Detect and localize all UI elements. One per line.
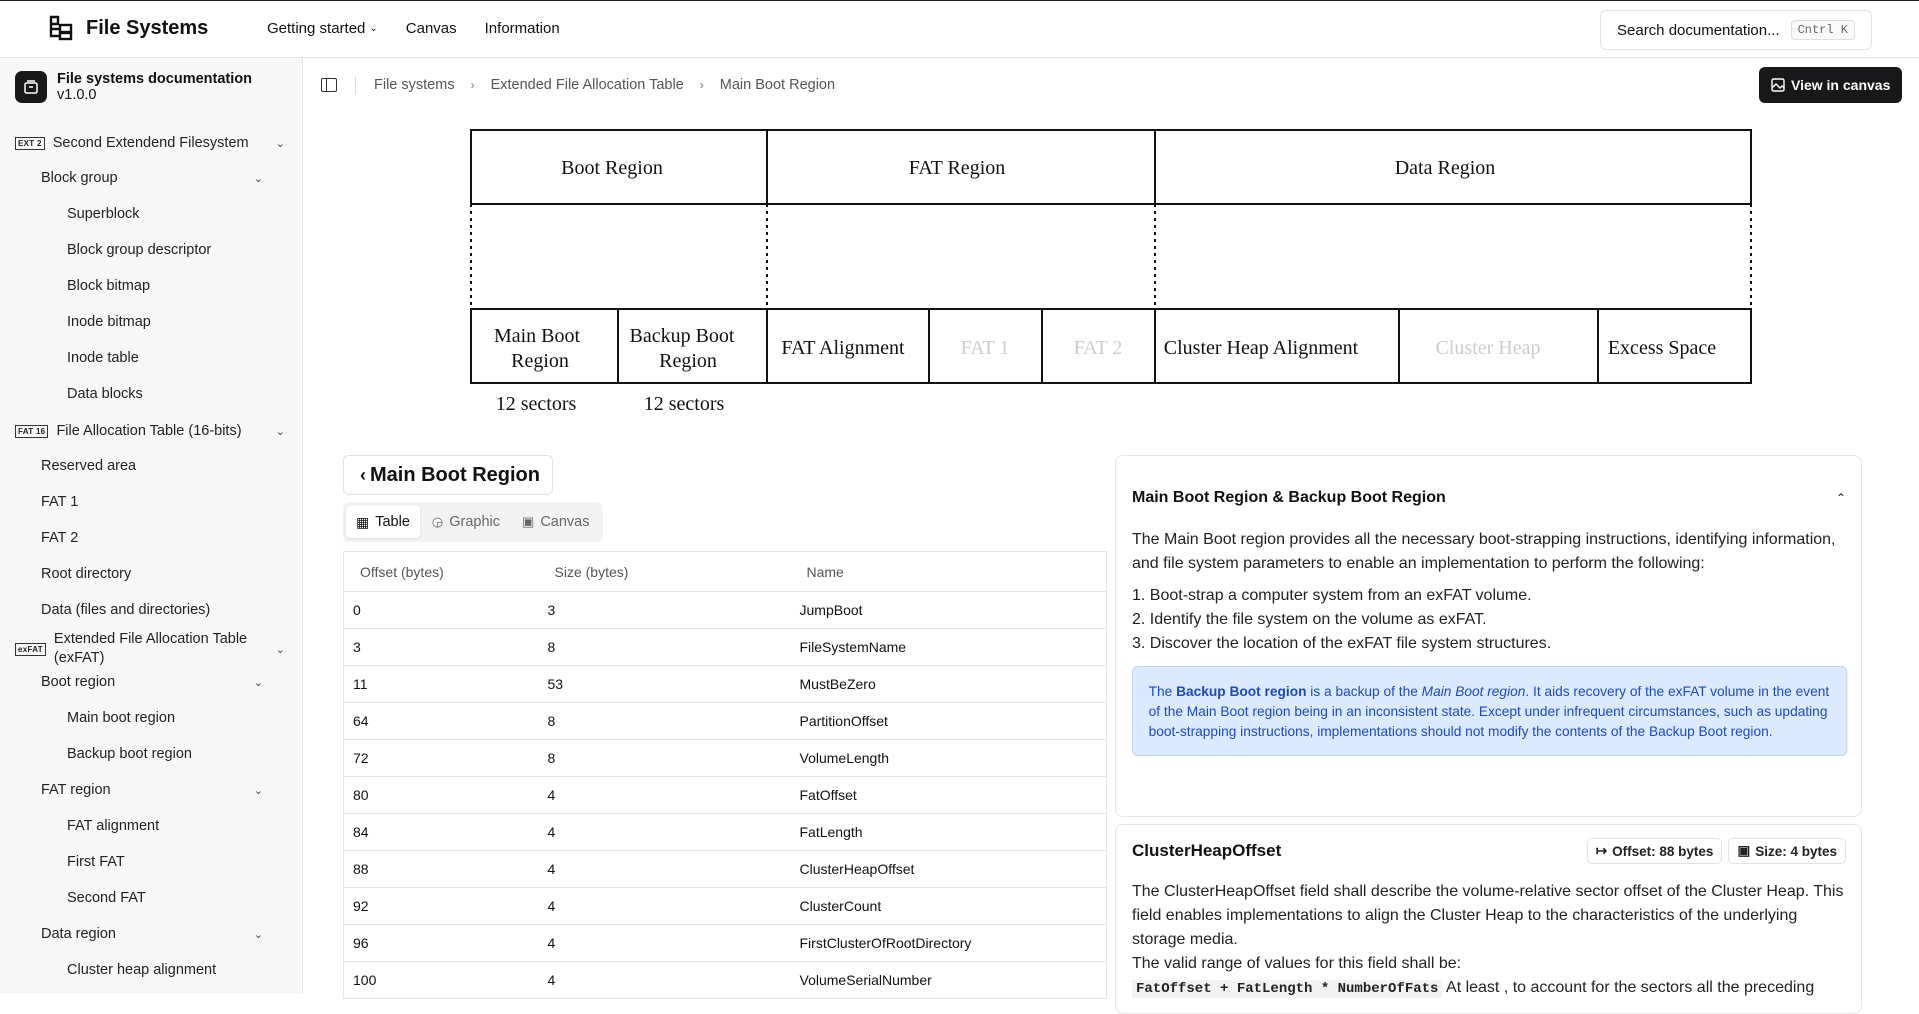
field-range-formula <box>1132 976 1872 1001</box>
search-button[interactable] <box>1600 10 1872 50</box>
arrow-right-icon: ↦ <box>1595 843 1608 858</box>
nav-canvas[interactable]: Canvas <box>405 20 457 37</box>
chevron-down-icon: ⌄ <box>275 425 285 438</box>
view-in-canvas-label: View in canvas <box>1791 77 1891 93</box>
view-tabs <box>343 502 603 542</box>
info-intro: The Main Boot region provides all the necessary boot-strapping instructions, identifying information, and file system parameters to enable an implementation to perform the following: <box>1132 531 1836 572</box>
note-text: . It aids recovery of the exFAT volume in the event of the Main Boot region being in an inconsistent state. Except under infrequent circumstances, such as updating boot-strapping instructions, implementations should not modify the contents of the Backup Boot region. <box>1148 683 1830 739</box>
cell-name: PartitionOffset <box>791 703 1107 740</box>
cell-name: FatOffset <box>791 777 1107 814</box>
cell-size: 8 <box>539 629 791 666</box>
tab-label: Table <box>375 514 410 530</box>
sidebar-group-fat16[interactable] <box>15 423 285 439</box>
section-back-button[interactable] <box>343 455 553 495</box>
cell-size: 4 <box>539 888 791 925</box>
offset-badge <box>1587 838 1723 864</box>
chevron-right-icon: › <box>470 78 475 92</box>
sidebar-item-block-group-descriptor[interactable]: Block group descriptor <box>67 242 212 258</box>
field-range: The valid range of values for this field shall be: <box>1132 955 1462 972</box>
breadcrumb-item[interactable]: File systems <box>374 77 455 93</box>
sidebar-item-second-fat[interactable]: Second FAT <box>67 890 146 906</box>
diagram-main-boot-l2: Region <box>511 350 569 372</box>
info-card-title: Main Boot Region & Backup Boot Region <box>1132 489 1446 506</box>
list-item: 2. Identify the file system on the volume as exFAT. <box>1132 611 1487 628</box>
chevron-left-icon: ‹ <box>360 464 366 485</box>
cell-name: ClusterHeapOffset <box>791 851 1107 888</box>
column-header: Name <box>791 552 1107 592</box>
diagram-cluster-heap: Cluster Heap <box>1435 337 1541 359</box>
sidebar-subgroup-block-group[interactable] <box>41 170 263 186</box>
doc-name: File systems documentation <box>57 71 252 87</box>
top-bar <box>0 0 1919 58</box>
field-description: The ClusterHeapOffset field shall describe the volume-relative sector offset of the Cluster Heap. This field enables implementations to align the Cluster Heap to the characteristics of the underlying storage media. <box>1132 883 1844 948</box>
diagram-fat-alignment: FAT Alignment <box>781 337 905 359</box>
chevron-down-icon: ⌄ <box>253 676 263 689</box>
cell-name: ClusterCount <box>791 888 1107 925</box>
sidebar-item-fat2[interactable]: FAT 2 <box>41 530 79 546</box>
cell-offset: 72 <box>344 740 539 777</box>
info-note <box>1132 666 1847 756</box>
sidebar-item-fat-alignment[interactable]: FAT alignment <box>67 818 160 834</box>
diagram-backup-boot-size: 12 sectors <box>643 393 725 415</box>
diagram-fat-region: FAT Region <box>908 157 1006 179</box>
sidebar-subgroup-data-region[interactable] <box>41 926 263 942</box>
nav-getting-started-label: Getting started <box>267 20 366 37</box>
offset-label: Offset: 88 bytes <box>1612 843 1714 859</box>
info-steps <box>1132 584 1850 656</box>
tab-label: Canvas <box>540 514 590 530</box>
cell-size: 8 <box>539 740 791 777</box>
formula-text: At least , to account for the sectors all the preceding <box>1442 979 1815 996</box>
search-label: Search documentation... <box>1617 21 1780 39</box>
chevron-right-icon: › <box>699 78 704 92</box>
table-row <box>344 777 1107 814</box>
diagram-backup-boot-l2: Region <box>659 350 717 372</box>
sidebar-item-reserved-area[interactable]: Reserved area <box>41 458 137 474</box>
sidebar-group-label-line2: (exFAT) <box>53 650 105 666</box>
chevron-down-icon: ⌄ <box>253 928 263 941</box>
tab-table[interactable] <box>346 506 420 538</box>
fat16-badge: FAT 16 <box>15 425 48 438</box>
sidebar-group-label: Second Extendend Filesystem <box>52 135 249 151</box>
sidebar-item-superblock[interactable]: Superblock <box>67 206 140 222</box>
chevron-down-icon: ⌄ <box>253 784 263 797</box>
doc-selector[interactable] <box>15 71 252 103</box>
sidebar-subgroup-label: Data region <box>41 926 116 942</box>
sidebar-item-root-directory[interactable]: Root directory <box>41 566 132 582</box>
cell-offset: 80 <box>344 777 539 814</box>
chevron-down-icon: ⌄ <box>369 23 378 34</box>
sidebar-group-label: File Allocation Table (16-bits) <box>56 423 242 439</box>
info-card-header[interactable] <box>1132 489 1846 507</box>
table-row <box>344 888 1107 925</box>
chevron-down-icon: ⌄ <box>275 643 285 656</box>
sidebar-group-exfat[interactable] <box>15 630 285 668</box>
table-header-row <box>344 552 1107 592</box>
cell-offset: 100 <box>344 962 539 999</box>
cell-offset: 92 <box>344 888 539 925</box>
note-bold: Backup Boot region <box>1176 683 1307 699</box>
sidebar-subgroup-label: FAT region <box>41 782 111 798</box>
diagram-main-boot-l1: Main Boot <box>493 325 581 347</box>
sidebar-item-data-files[interactable]: Data (files and directories) <box>41 602 211 618</box>
cell-size: 4 <box>539 851 791 888</box>
column-header: Offset (bytes) <box>344 552 539 592</box>
top-nav <box>267 20 560 37</box>
table-row <box>344 666 1107 703</box>
search-shortcut: Cntrl K <box>1791 20 1855 40</box>
section-title: Main Boot Region <box>370 463 540 486</box>
table-row <box>344 851 1107 888</box>
tab-label: Graphic <box>449 514 501 530</box>
sidebar-subgroup-fat-region[interactable] <box>41 782 263 798</box>
diagram-excess-space: Excess Space <box>1607 337 1717 359</box>
diagram-main-boot-size: 12 sectors <box>495 393 577 415</box>
diagram-fat1: FAT 1 <box>960 337 1010 359</box>
archive-icon <box>15 71 47 103</box>
app-title: File Systems <box>86 16 209 39</box>
table-row <box>344 629 1107 666</box>
doc-version: v1.0.0 <box>57 87 97 103</box>
info-card <box>1115 455 1862 817</box>
tab-graphic[interactable] <box>422 506 510 538</box>
cell-name: FatLength <box>791 814 1107 851</box>
tag-icon: ◶ <box>431 514 444 529</box>
cell-offset: 11 <box>344 666 539 703</box>
diagram-backup-boot-l1: Backup Boot <box>629 325 735 347</box>
cell-offset: 0 <box>344 592 539 629</box>
table-row <box>344 962 1107 999</box>
main-content <box>303 58 1919 997</box>
cell-offset: 3 <box>344 629 539 666</box>
sidebar-subgroup-label: Block group <box>41 170 118 186</box>
cpu-icon: ▣ <box>1737 843 1751 858</box>
list-item: 1. Boot-strap a computer system from an exFAT volume. <box>1132 587 1532 604</box>
fields-table <box>343 551 1107 999</box>
nav-getting-started[interactable] <box>267 20 378 37</box>
field-card <box>1115 824 1862 1014</box>
field-title: ClusterHeapOffset <box>1132 841 1282 860</box>
table-row <box>344 703 1107 740</box>
cell-name: VolumeSerialNumber <box>791 962 1107 999</box>
sidebar-subgroup-label: Boot region <box>41 674 116 690</box>
list-item: 3. Discover the location of the exFAT file system structures. <box>1132 635 1552 652</box>
sidebar-group-label-line1: Extended File Allocation Table <box>53 631 248 647</box>
cell-name: FileSystemName <box>791 629 1107 666</box>
cell-size: 4 <box>539 777 791 814</box>
sidebar-item-cluster-heap-alignment[interactable]: Cluster heap alignment <box>67 962 217 978</box>
table-row <box>344 925 1107 962</box>
cell-offset: 64 <box>344 703 539 740</box>
cell-size: 3 <box>539 592 791 629</box>
size-label: Size: 4 bytes <box>1755 843 1837 859</box>
sidebar-item-inode-table[interactable]: Inode table <box>67 350 139 366</box>
tab-canvas[interactable] <box>512 506 599 538</box>
cell-offset: 84 <box>344 814 539 851</box>
sidebar-item-backup-boot-region[interactable]: Backup boot region <box>67 746 192 762</box>
sidebar-item-block-bitmap[interactable]: Block bitmap <box>67 278 151 294</box>
diagram-cluster-heap-alignment: Cluster Heap Alignment <box>1163 337 1359 359</box>
sidebar <box>0 58 303 994</box>
nav-information[interactable]: Information <box>484 20 560 37</box>
chevron-down-icon: ⌄ <box>253 172 263 185</box>
cell-size: 4 <box>539 925 791 962</box>
cell-name: JumpBoot <box>791 592 1107 629</box>
note-text: is a backup of the <box>1306 683 1422 699</box>
table-row <box>344 592 1107 629</box>
column-header: Size (bytes) <box>539 552 791 592</box>
field-card-header <box>1132 838 1846 864</box>
cell-offset: 96 <box>344 925 539 962</box>
cell-size: 4 <box>539 814 791 851</box>
sidebar-item-fat1[interactable]: FAT 1 <box>41 494 79 510</box>
cell-name: FirstClusterOfRootDirectory <box>791 925 1107 962</box>
ext2-badge: EXT 2 <box>15 137 45 150</box>
app-logo[interactable] <box>48 15 208 41</box>
sidebar-item-data-blocks[interactable]: Data blocks <box>67 386 143 402</box>
table-row <box>344 740 1107 777</box>
sidebar-item-first-fat[interactable]: First FAT <box>67 854 125 870</box>
cell-name: MustBeZero <box>791 666 1107 703</box>
diagram-data-region: Data Region <box>1394 157 1496 179</box>
diagram-fat2: FAT 2 <box>1073 337 1123 359</box>
image-icon: ▣ <box>522 514 535 529</box>
breadcrumb-current: Main Boot Region <box>719 77 836 93</box>
chevron-up-icon: ⌃ <box>1835 491 1846 505</box>
size-badge <box>1728 838 1846 864</box>
table-row <box>344 814 1107 851</box>
diagram-boot-region: Boot Region <box>561 157 663 179</box>
cell-size: 8 <box>539 703 791 740</box>
note-italic: Main Boot region <box>1421 683 1526 699</box>
file-tree-icon <box>48 15 76 41</box>
sidebar-item-main-boot-region[interactable]: Main boot region <box>67 710 176 726</box>
table-icon: ▦ <box>356 513 370 530</box>
sidebar-item-inode-bitmap[interactable]: Inode bitmap <box>67 314 151 330</box>
exfat-layout-diagram <box>303 58 1919 418</box>
breadcrumb-item[interactable]: Extended File Allocation Table <box>490 77 684 93</box>
cell-name: VolumeLength <box>791 740 1107 777</box>
cell-size: 4 <box>539 962 791 999</box>
cell-offset: 88 <box>344 851 539 888</box>
formula-code: FatOffset + FatLength * NumberOfFats <box>1132 980 1442 998</box>
sidebar-subgroup-boot-region[interactable] <box>41 674 263 690</box>
note-text: The <box>1148 683 1177 699</box>
cell-size: 53 <box>539 666 791 703</box>
sidebar-group-ext2[interactable] <box>15 135 285 151</box>
exfat-badge: exFAT <box>15 643 46 656</box>
chevron-down-icon: ⌄ <box>275 137 285 150</box>
